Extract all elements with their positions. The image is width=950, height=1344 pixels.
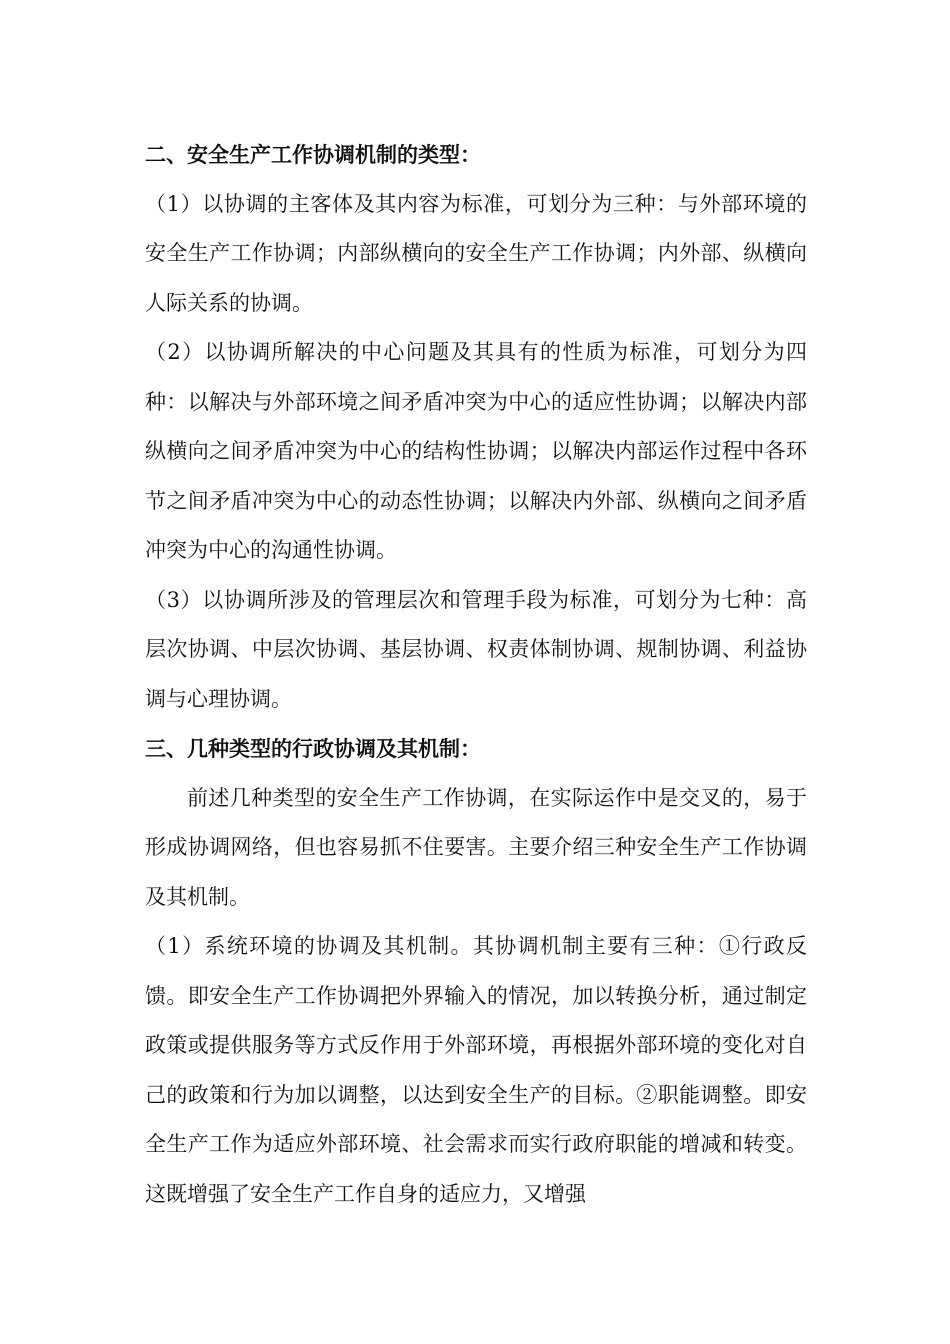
document-page bbox=[145, 130, 807, 1219]
section-2-heading: 二、安全生产工作协调机制的类型： bbox=[145, 142, 481, 167]
section-3-heading: 三、几种类型的行政协调及其机制： bbox=[145, 736, 481, 761]
section-2-item-1: （1）以协调的主客体及其内容为标准，可划分为三种：与外部环境的安全生产工作协调；内部纵横向的安全生产工作协调；内外部、纵横向人际关系的协调。 bbox=[145, 191, 807, 315]
section-2-item-3: （3）以协调所涉及的管理层次和管理手段为标准，可划分为七种：高层次协调、中层次协调、基层协调、权责体制协调、规制协调、利益协调与心理协调。 bbox=[145, 587, 807, 711]
section-3-item-1: （1）系统环境的协调及其机制。其协调机制主要有三种：①行政反馈。即安全生产工作协调把外界输入的情况，加以转换分析，通过制定政策或提供服务等方式反作用于外部环境，再根据外部环境的变化对自己的政策和行为加以调整，以达到安全生产的目标。②职能调整。即安全生产工作为适应外部环境、社会需求而实行政府职能的增减和转变。这既增强了安全生产工作自身的适应力，又增强 bbox=[145, 934, 807, 1206]
section-2-item-2: （2）以协调所解决的中心问题及其具有的性质为标准，可划分为四种：以解决与外部环境之间矛盾冲突为中心的适应性协调；以解决内部纵横向之间矛盾冲突为中心的结构性协调；以解决内部运作过程中各环节之间矛盾冲突为中心的动态性协调；以解决内外部、纵横向之间矛盾冲突为中心的沟通性协调。 bbox=[145, 340, 807, 562]
section-3-intro: 前述几种类型的安全生产工作协调，在实际运作中是交叉的，易于形成协调网络，但也容易抓不住要害。主要介绍三种安全生产工作协调及其机制。 bbox=[145, 785, 807, 909]
